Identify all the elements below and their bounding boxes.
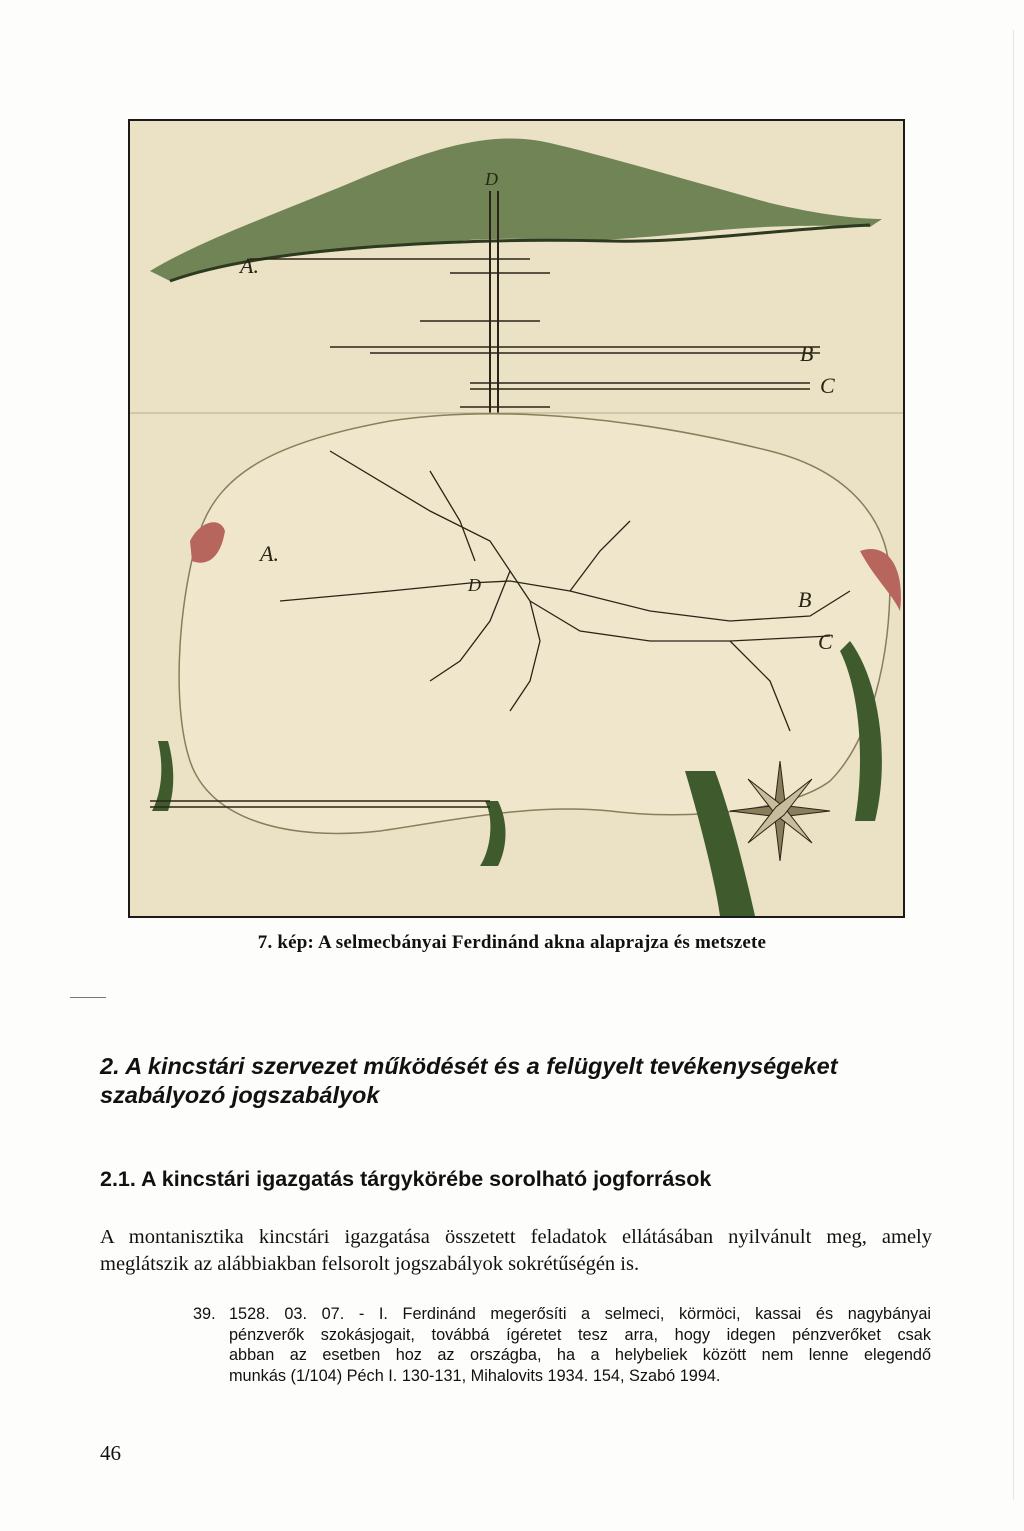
- label-d-plan: D: [468, 575, 481, 595]
- page-number: 46: [100, 1441, 121, 1465]
- entry-line: abban az esetben hoz az országba, ha a helybeliek között nem lenne elegendő: [229, 1346, 931, 1364]
- plan-scroll: [179, 414, 890, 834]
- entry-line: 1528. 03. 07. - I. Ferdinánd megerősíti a selmeci, körmöci, kassai és nagybányai: [229, 1305, 931, 1323]
- label-c-plan: C: [818, 629, 833, 654]
- entry-first-line: [193, 1304, 931, 1325]
- label-a-plan: A.: [260, 541, 279, 566]
- mine-map-illustration: [130, 121, 903, 916]
- section-galleries: [250, 259, 820, 421]
- law-entry: [193, 1304, 931, 1386]
- intro-paragraph: [100, 1224, 932, 1278]
- label-c-section: C: [820, 373, 835, 398]
- page-edge-line: [1013, 30, 1014, 1500]
- label-d-section: D: [485, 169, 498, 189]
- section-heading: 2. A kincstári szervezet működését és a felügyelt tevékenységeket szabályozó jogszabályok: [100, 1053, 838, 1108]
- short-rule: [70, 997, 106, 998]
- label-b-plan: B: [798, 587, 812, 612]
- label-b-section: B: [800, 341, 814, 366]
- paragraph-line: A montanisztika kincstári igazgatása összetett feladatok ellátásában nyilvánult meg, amely: [100, 1226, 932, 1248]
- figure-caption: 7. kép: A selmecbányai Ferdinánd akna alaprajza és metszete: [257, 932, 767, 953]
- subsection-heading: 2.1. A kincstári igazgatás tárgykörébe sorolható jogforrások: [100, 1167, 712, 1191]
- label-a-section: A.: [240, 253, 259, 278]
- entry-line: pénzverők szokásjogait, továbbá ígéretet tesz arra, hogy idegen pénzverőket csak: [229, 1325, 931, 1344]
- paragraph-line: meglátszik az alábbiakban felsorolt jogszabályok sokrétűségén is.: [100, 1253, 640, 1275]
- entry-number: 39.: [193, 1305, 216, 1323]
- mine-map-figure: [128, 119, 905, 918]
- entry-line: munkás (1/104) Péch I. 130-131, Mihalovits 1934. 154, Szabó 1994.: [229, 1366, 721, 1385]
